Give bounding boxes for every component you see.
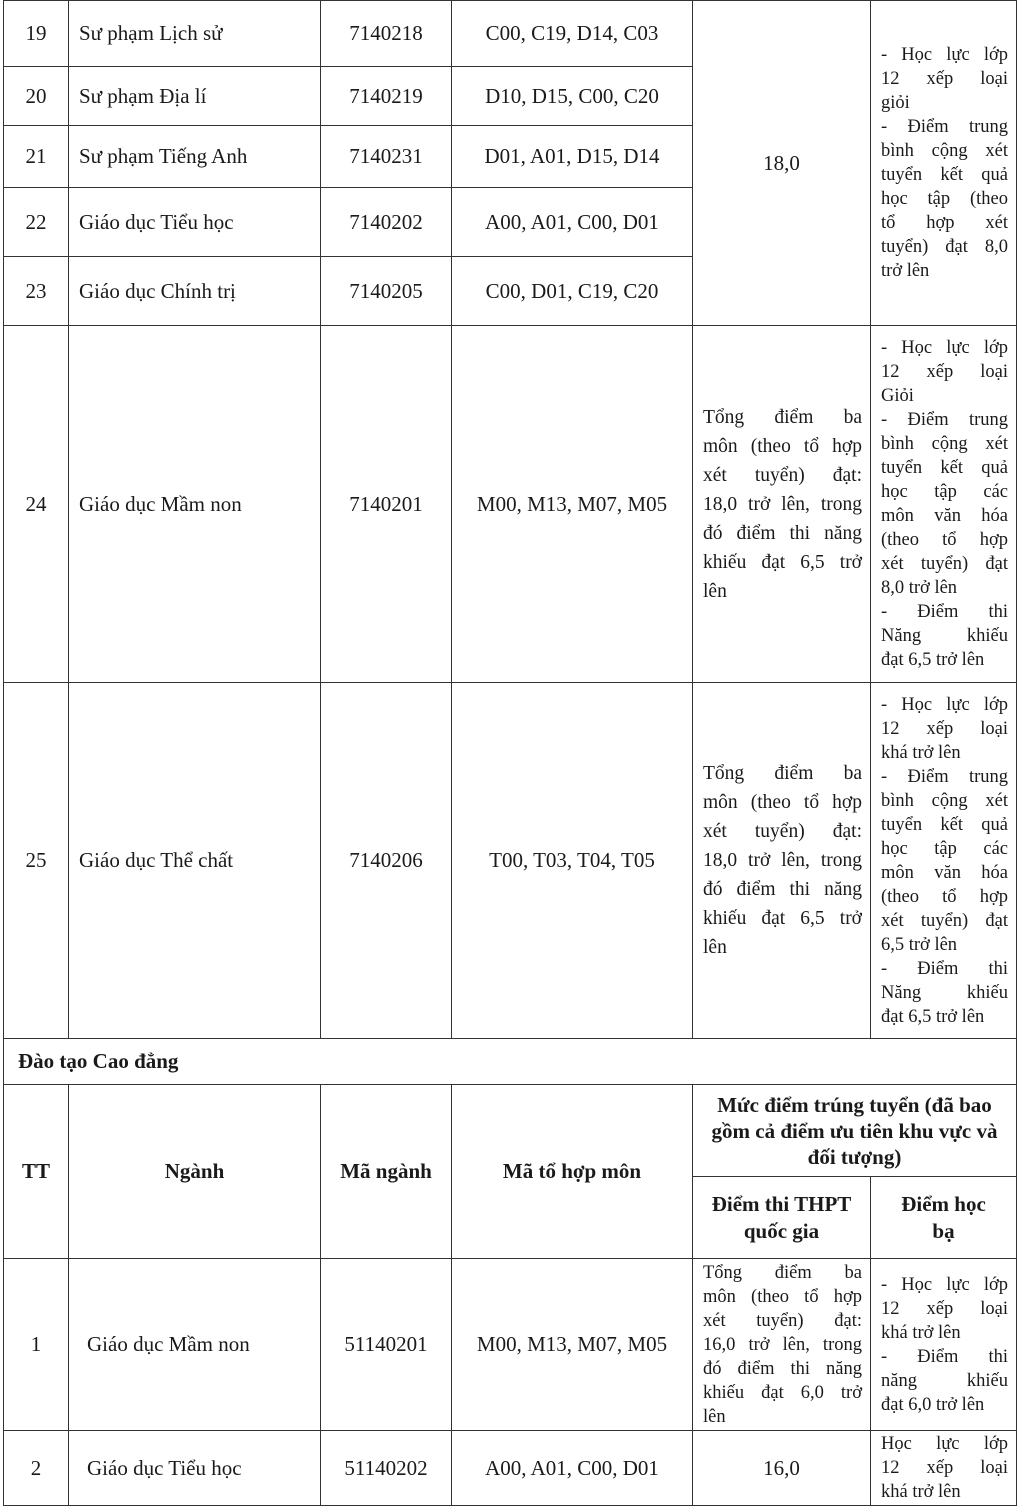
section-row bbox=[4, 1039, 1017, 1085]
row-major-code: 7140218 bbox=[321, 1, 452, 67]
row-major-code: 7140205 bbox=[321, 257, 452, 326]
row-subject-combo: A00, A01, C00, D01 bbox=[452, 188, 693, 257]
row-major-name: Giáo dục Thể chất bbox=[69, 683, 321, 1039]
row-tt: 1 bbox=[4, 1259, 69, 1431]
row-major-name: Giáo dục Tiểu học bbox=[69, 188, 321, 257]
row-tt: 23 bbox=[4, 257, 69, 326]
group-thpt-score: 18,0 bbox=[693, 1, 871, 326]
row-major-name: Sư phạm Tiếng Anh bbox=[69, 126, 321, 188]
header-ma-nganh: Mã ngành bbox=[321, 1085, 452, 1259]
row-thpt-score: Tổng điểm ba môn (theo tổ hợp xét tuyển) đạt: 18,0 trở lên, trong đó điểm thi năng khiếu đạt 6,5 trở lên bbox=[693, 326, 871, 683]
row-tt: 21 bbox=[4, 126, 69, 188]
row-tt: 2 bbox=[4, 1431, 69, 1506]
row-subject-combo: D10, D15, C00, C20 bbox=[452, 67, 693, 126]
row-major-code: 7140219 bbox=[321, 67, 452, 126]
row-hocba-note: - Học lực lớp 12 xếp loại khá trở lên - Điểm trung bình cộng xét tuyển kết quả học tập các môn văn hóa (theo tổ hợp xét tuyển) đạt 6,5 trở lên - Điểm thi Năng khiếu đạt 6,5 trở lên bbox=[871, 683, 1017, 1039]
row-subject-combo: D01, A01, D15, D14 bbox=[452, 126, 693, 188]
row-subject-combo: T00, T03, T04, T05 bbox=[452, 683, 693, 1039]
header-thpt: Điểm thi THPT quốc gia bbox=[693, 1177, 871, 1259]
row-tt: 25 bbox=[4, 683, 69, 1039]
header-muc-diem: Mức điểm trúng tuyển (đã bao gồm cả điểm ưu tiên khu vực và đối tượng) bbox=[693, 1085, 1017, 1177]
admission-table-page bbox=[3, 0, 1016, 1506]
row-major-code: 7140206 bbox=[321, 683, 452, 1039]
table-row bbox=[4, 1431, 1017, 1506]
row-hocba-note: - Học lực lớp 12 xếp loại Giỏi - Điểm trung bình cộng xét tuyển kết quả học tập các môn văn hóa (theo tổ hợp xét tuyển) đạt 8,0 trở lên - Điểm thi Năng khiếu đạt 6,5 trở lên bbox=[871, 326, 1017, 683]
row-major-name: Giáo dục Chính trị bbox=[69, 257, 321, 326]
row-major-code: 7140231 bbox=[321, 126, 452, 188]
row-major-code: 51140201 bbox=[321, 1259, 452, 1431]
row-subject-combo: M00, M13, M07, M05 bbox=[452, 326, 693, 683]
row-major-code: 7140201 bbox=[321, 326, 452, 683]
row-major-name: Giáo dục Tiểu học bbox=[69, 1431, 321, 1506]
row-tt: 20 bbox=[4, 67, 69, 126]
row-hocba-note: Học lực lớp 12 xếp loại khá trở lên bbox=[871, 1431, 1017, 1506]
row-tt: 19 bbox=[4, 1, 69, 67]
row-major-code: 51140202 bbox=[321, 1431, 452, 1506]
row-major-name: Giáo dục Mầm non bbox=[69, 326, 321, 683]
row-major-code: 7140202 bbox=[321, 188, 452, 257]
table-row bbox=[4, 1259, 1017, 1431]
row-thpt-score: Tổng điểm ba môn (theo tổ hợp xét tuyển) đạt: 18,0 trở lên, trong đó điểm thi năng khiếu đạt 6,5 trở lên bbox=[693, 683, 871, 1039]
admission-table bbox=[3, 0, 1017, 1506]
row-major-name: Sư phạm Địa lí bbox=[69, 67, 321, 126]
table-row bbox=[4, 326, 1017, 683]
section-title: Đào tạo Cao đẳng bbox=[4, 1039, 1017, 1085]
header-to-hop: Mã tổ hợp môn bbox=[452, 1085, 693, 1259]
row-thpt-score: Tổng điểm ba môn (theo tổ hợp xét tuyển) đạt: 16,0 trở lên, trong đó điểm thi năng khiếu đạt 6,0 trở lên bbox=[693, 1259, 871, 1431]
row-subject-combo: M00, M13, M07, M05 bbox=[452, 1259, 693, 1431]
header-nganh: Ngành bbox=[69, 1085, 321, 1259]
row-subject-combo: C00, D01, C19, C20 bbox=[452, 257, 693, 326]
row-subject-combo: C00, C19, D14, C03 bbox=[452, 1, 693, 67]
group-hocba-note: - Học lực lớp 12 xếp loại giỏi - Điểm trung bình cộng xét tuyển kết quả học tập (theo tổ hợp xét tuyển) đạt 8,0 trở lên bbox=[871, 1, 1017, 326]
table-row bbox=[4, 1, 1017, 67]
row-subject-combo: A00, A01, C00, D01 bbox=[452, 1431, 693, 1506]
header-hoc-ba: Điểm học bạ bbox=[871, 1177, 1017, 1259]
row-hocba-note: - Học lực lớp 12 xếp loại khá trở lên - Điểm thi năng khiếu đạt 6,0 trở lên bbox=[871, 1259, 1017, 1431]
row-major-name: Sư phạm Lịch sử bbox=[69, 1, 321, 67]
header-row bbox=[4, 1085, 1017, 1177]
row-thpt-score: 16,0 bbox=[693, 1431, 871, 1506]
header-tt: TT bbox=[4, 1085, 69, 1259]
row-tt: 22 bbox=[4, 188, 69, 257]
row-major-name: Giáo dục Mầm non bbox=[69, 1259, 321, 1431]
row-tt: 24 bbox=[4, 326, 69, 683]
table-row bbox=[4, 683, 1017, 1039]
